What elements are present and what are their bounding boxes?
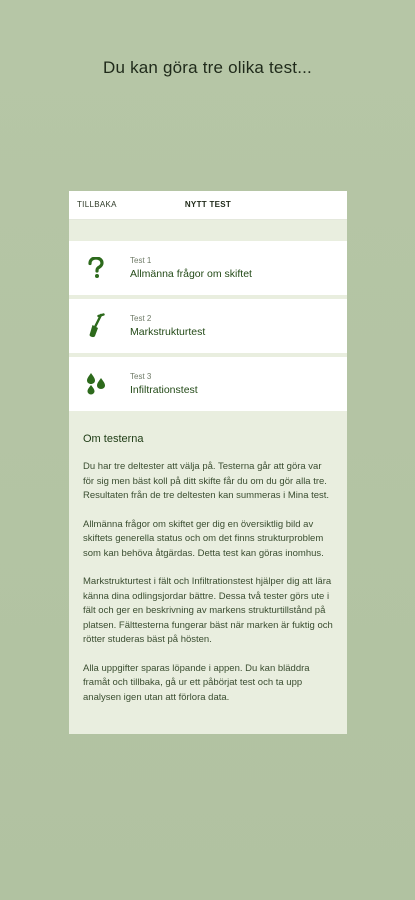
test-number: Test 2 <box>130 314 152 323</box>
question-mark-icon <box>83 255 109 281</box>
test-card-3[interactable] <box>69 357 347 411</box>
test-name: Infiltrationstest <box>130 384 198 396</box>
test-number: Test 3 <box>130 372 152 381</box>
test-card-2[interactable] <box>69 299 347 353</box>
about-paragraph: Markstrukturtest i fält och Infiltrationstest hjälper dig att lära känna dina odlingsjordar bättre. Dessa två tester görs ute i fält och ger en beskrivning av markens strukturtillstånd på platsen. Fälttesterna fungerar bäst när marken är fuktig och rötter studeras bäst på hösten. <box>83 576 333 645</box>
about-heading: Om testerna <box>83 433 144 445</box>
test-name: Allmänna frågor om skiftet <box>130 268 252 280</box>
app-screen <box>69 191 347 734</box>
test-number: Test 1 <box>130 256 152 265</box>
page-headline: Du kan göra tre olika test... <box>103 58 312 77</box>
water-drops-icon <box>83 371 109 397</box>
back-button[interactable]: TILLBAKA <box>77 200 117 209</box>
about-paragraph: Alla uppgifter sparas löpande i appen. Du kan bläddra framåt och tillbaka, gå ur ett påbörjat test och ta upp analysen igen utan att förlora data. <box>83 662 310 703</box>
test-name: Markstrukturtest <box>130 326 206 338</box>
shovel-icon <box>83 313 109 339</box>
top-bar <box>69 191 347 220</box>
about-paragraph: Allmänna frågor om skiftet ger dig en översiktlig bild av skiftets generella status och om det finns strukturproblem som kan behöva åtgärdas. Detta test kan göras inomhus. <box>83 518 324 559</box>
screen-title: NYTT TEST <box>184 200 232 209</box>
test-card-1[interactable] <box>69 241 347 295</box>
about-paragraph: Du har tre deltester att välja på. Testerna går att göra var för sig men bäst koll på ditt skifte får du om du gör alla tre. Resultaten från de tre deltesten kan summeras i Mina test. <box>83 461 330 501</box>
about-section <box>69 415 347 705</box>
test-list <box>69 241 347 411</box>
